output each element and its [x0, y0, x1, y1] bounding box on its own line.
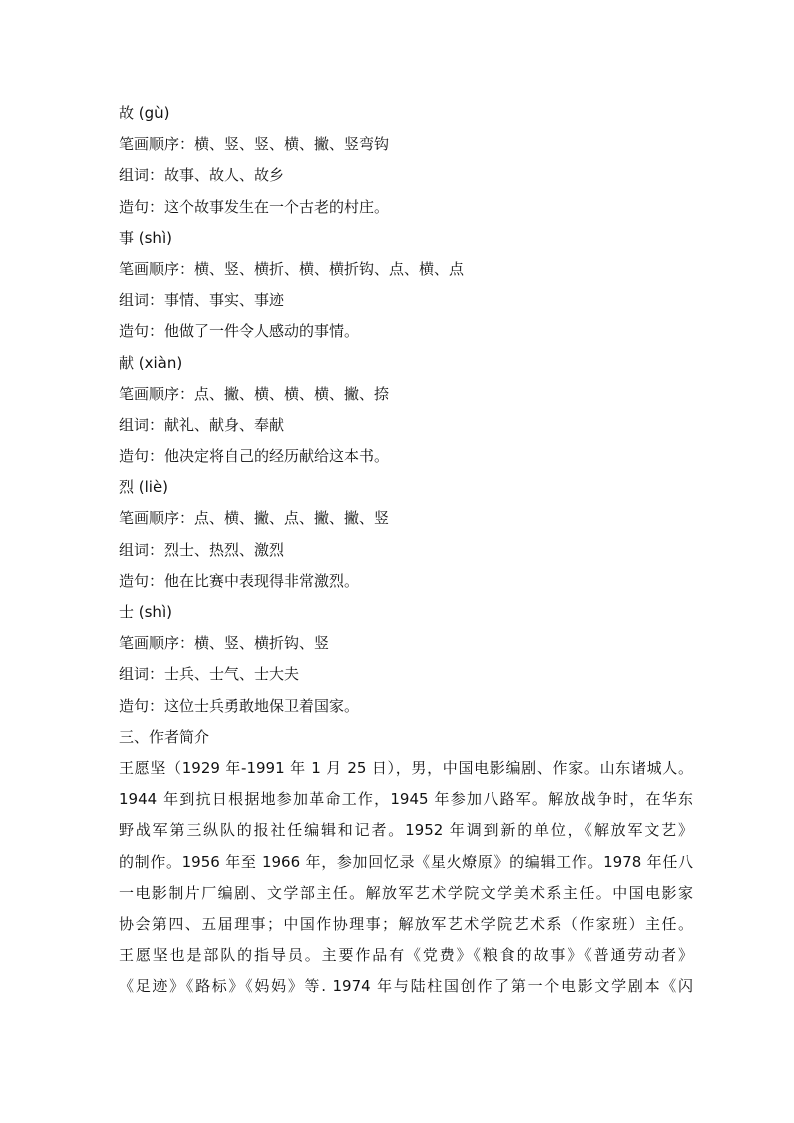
word-group: 组词：献礼、献身、奉献: [119, 415, 285, 434]
character-entry-xian: [119, 348, 693, 473]
character-heading: 事 (shì): [119, 228, 172, 247]
word-group: 组词：事情、事实、事迹: [119, 291, 285, 310]
example-sentence: 造句：他决定将自己的经历献给这本书。: [119, 447, 390, 466]
bio-line: 王愿坚也是部队的指导员。主要作品有《党费》《粮食的故事》《普通劳动者》: [119, 946, 693, 965]
bio-line: 协会第四、五届理事；中国作协理事；解放军艺术学院艺术系（作家班）主任。: [119, 914, 693, 933]
section-title: 三、作者简介: [119, 727, 210, 746]
example-sentence: 造句：他在比赛中表现得非常激烈。: [119, 571, 360, 590]
character-entry-lie: [119, 472, 693, 597]
character-entry-shi-event: [119, 223, 693, 348]
stroke-order: 笔画顺序：点、横、撇、点、撇、撇、竖: [119, 509, 390, 528]
word-group: 组词：烈士、热烈、激烈: [119, 540, 285, 559]
stroke-order: 笔画顺序：横、竖、横折、横、横折钩、点、横、点: [119, 259, 465, 278]
bio-line: 1944 年到抗日根据地参加革命工作，1945 年参加八路军。解放战争时，在华东: [119, 790, 693, 809]
character-heading: 烈 (liè): [119, 478, 169, 497]
bio-line: 王愿坚（1929 年-1991 年 1 月 25 日），男，中国电影编剧、作家。山东诸城人。: [119, 758, 693, 777]
example-sentence: 造句：他做了一件令人感动的事情。: [119, 322, 360, 341]
word-group: 组词：故事、故人、故乡: [119, 166, 285, 185]
character-heading: 故 (gù): [119, 104, 170, 122]
example-sentence: 造句：这个故事发生在一个古老的村庄。: [119, 197, 390, 216]
stroke-order: 笔画顺序：横、竖、横折钩、竖: [119, 634, 330, 653]
example-sentence: 造句：这位士兵勇敢地保卫着国家。: [119, 696, 360, 715]
character-entry-shi-soldier: [119, 597, 693, 722]
word-group: 组词：士兵、士气、士大夫: [119, 665, 300, 684]
character-entry-gu: [119, 98, 693, 223]
document-content: [119, 98, 693, 1002]
bio-line: 野战军第三纵队的报社任编辑和记者。1952 年调到新的单位，《解放军文艺》: [119, 821, 693, 840]
bio-line: 《足迹》《路标》《妈妈》等. 1974 年与陆柱国创作了第一个电影文学剧本《闪: [119, 977, 693, 996]
character-heading: 士 (shì): [119, 603, 172, 621]
bio-line: 一电影制片厂编剧、文学部主任。解放军艺术学院文学美术系主任。中国电影家: [119, 883, 693, 902]
stroke-order: 笔画顺序：横、竖、竖、横、撇、竖弯钩: [119, 135, 390, 154]
author-biography: [119, 753, 693, 1003]
stroke-order: 笔画顺序：点、撇、横、横、横、撇、捺: [119, 384, 390, 403]
bio-line: 的制作。1956 年至 1966 年，参加回忆录《星火燎原》的编辑工作。1978 年任八: [119, 852, 693, 871]
character-heading: 献 (xiàn): [119, 353, 183, 372]
